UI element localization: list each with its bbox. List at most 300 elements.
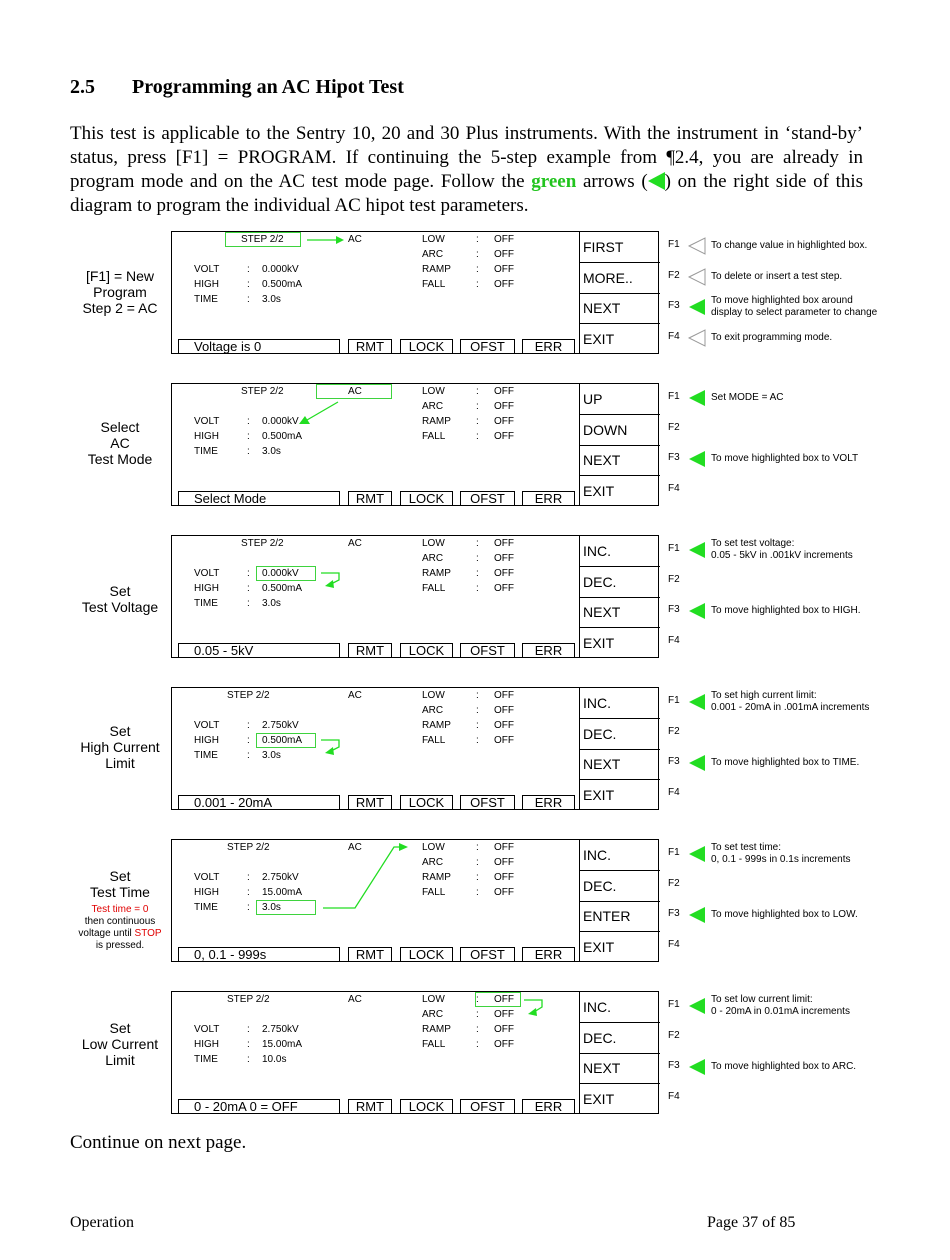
lock-indicator: LOCK xyxy=(400,643,453,657)
function-key-row-f4 xyxy=(668,323,950,353)
softkey-panel xyxy=(579,992,659,1113)
softkey-exit-button[interactable]: EXIT xyxy=(583,330,615,347)
time-value: 3.0s xyxy=(262,294,281,305)
fall-value: OFF xyxy=(494,887,514,898)
rmt-indicator: RMT xyxy=(348,643,392,657)
colon: : xyxy=(247,416,250,427)
status-message: Select Mode xyxy=(178,491,340,505)
ramp-label: RAMP xyxy=(422,568,451,579)
section-title: Programming an AC Hipot Test xyxy=(132,76,404,98)
colon: : xyxy=(476,416,479,427)
ramp-value: OFF xyxy=(494,872,514,883)
volt-label: VOLT xyxy=(194,416,220,427)
low-label: LOW xyxy=(422,994,445,1005)
function-key-row-f1 xyxy=(668,839,950,869)
arc-label: ARC xyxy=(422,705,444,716)
ramp-label: RAMP xyxy=(422,264,451,275)
function-key-description xyxy=(711,392,784,404)
description-line: To set high current limit: xyxy=(711,690,817,701)
lock-indicator: LOCK xyxy=(400,491,453,505)
f3-key-label: F3 xyxy=(668,1060,680,1071)
f4-key-label: F4 xyxy=(668,938,680,950)
time-label: TIME xyxy=(194,902,218,913)
f1-key-label: F1 xyxy=(668,391,680,402)
f3-key-label: F3 xyxy=(668,300,680,311)
status-bar xyxy=(178,947,578,961)
time-value: 3.0s xyxy=(262,902,281,913)
colon: : xyxy=(476,553,479,564)
colon: : xyxy=(247,598,250,609)
colon: : xyxy=(476,538,479,549)
high-label: HIGH xyxy=(194,1039,219,1050)
ramp-label: RAMP xyxy=(422,872,451,883)
intro-paragraph xyxy=(70,122,863,218)
lcd-display xyxy=(171,383,659,506)
green-arrow-icon xyxy=(648,172,665,190)
fall-value: OFF xyxy=(494,431,514,442)
colon: : xyxy=(476,1024,479,1035)
function-key-description xyxy=(711,994,850,1018)
section-heading xyxy=(70,76,404,99)
caption-line: [F1] = New xyxy=(85,268,155,284)
softkey-inc-button[interactable]: INC. xyxy=(580,992,660,1023)
fall-value: OFF xyxy=(494,279,514,290)
arc-label: ARC xyxy=(422,857,444,868)
status-bar xyxy=(178,1099,578,1113)
step-caption xyxy=(66,268,174,316)
rmt-indicator: RMT xyxy=(348,947,392,961)
intro-green-word: green xyxy=(531,171,577,192)
lock-indicator: LOCK xyxy=(400,795,453,809)
softkey-panel xyxy=(579,840,659,961)
high-label: HIGH xyxy=(194,431,219,442)
rmt-indicator: RMT xyxy=(348,795,392,809)
function-key-row-f1 xyxy=(668,991,950,1021)
function-key-guide xyxy=(668,535,950,658)
low-label: LOW xyxy=(422,842,445,853)
ofst-indicator: OFST xyxy=(460,643,515,657)
softkey-next-button[interactable]: NEXT xyxy=(580,597,660,628)
section-number: 2.5 xyxy=(70,76,95,98)
description-line: 0 - 20mA in 0.01mA increments xyxy=(711,1006,850,1017)
softkey-first-button[interactable]: FIRST xyxy=(580,232,660,263)
low-label: LOW xyxy=(422,234,445,245)
softkey-more-button[interactable]: MORE.. xyxy=(580,263,660,294)
function-key-description xyxy=(711,240,867,252)
function-key-row-f3 xyxy=(668,444,950,474)
fall-label: FALL xyxy=(422,583,446,594)
caption-line: Test Mode xyxy=(87,451,153,467)
softkey-exit-button[interactable]: EXIT xyxy=(583,1090,615,1107)
ramp-value: OFF xyxy=(494,264,514,275)
test-mode-value: AC xyxy=(348,842,362,853)
description-line: To set test voltage: xyxy=(711,538,795,549)
arc-label: ARC xyxy=(422,1009,444,1020)
f2-key-label: F2 xyxy=(668,1029,680,1041)
fall-label: FALL xyxy=(422,279,446,290)
softkey-up-button[interactable]: UP xyxy=(580,384,660,415)
softkey-dec-button[interactable]: DEC. xyxy=(580,719,660,750)
function-key-description xyxy=(711,332,832,344)
test-mode-value: AC xyxy=(348,234,362,245)
program-step-2 xyxy=(0,383,950,513)
high-value: 15.00mA xyxy=(262,1039,303,1050)
volt-value: 0.000kV xyxy=(262,568,299,579)
f1-key-label: F1 xyxy=(668,695,680,706)
softkey-inc-button[interactable]: INC. xyxy=(580,536,660,567)
softkey-exit-button[interactable]: EXIT xyxy=(583,634,615,651)
softkey-inc-button[interactable]: INC. xyxy=(580,688,660,719)
rmt-indicator: RMT xyxy=(348,1099,392,1113)
note-text: voltage until xyxy=(78,928,135,939)
softkey-panel xyxy=(579,232,659,353)
fall-label: FALL xyxy=(422,1039,446,1050)
time-label: TIME xyxy=(194,750,218,761)
description-line: To move highlighted box to VOLT xyxy=(711,453,859,464)
time-label: TIME xyxy=(194,598,218,609)
function-key-guide xyxy=(668,687,950,810)
fall-label: FALL xyxy=(422,887,446,898)
colon: : xyxy=(476,690,479,701)
step-indicator: STEP 2/2 xyxy=(227,842,270,853)
ofst-indicator: OFST xyxy=(460,339,515,353)
time-value: 3.0s xyxy=(262,750,281,761)
f2-key-label: F2 xyxy=(668,573,680,585)
volt-value: 2.750kV xyxy=(262,1024,299,1035)
colon: : xyxy=(247,735,250,746)
caption-line: Program xyxy=(93,284,147,300)
err-indicator: ERR xyxy=(522,795,575,809)
description-line: To move highlighted box to TIME. xyxy=(711,757,860,768)
err-indicator: ERR xyxy=(522,643,575,657)
caption-line: Limit xyxy=(105,1052,135,1068)
arc-value: OFF xyxy=(494,705,514,716)
colon: : xyxy=(247,1024,250,1035)
lock-indicator: LOCK xyxy=(400,1099,453,1113)
fall-label: FALL xyxy=(422,431,446,442)
softkey-panel xyxy=(579,384,659,505)
status-message: 0 - 20mA 0 = OFF xyxy=(178,1099,340,1113)
function-key-description xyxy=(711,538,853,562)
function-key-description xyxy=(711,690,869,714)
ramp-label: RAMP xyxy=(422,720,451,731)
intro-text-2: arrows ( xyxy=(576,171,648,192)
colon: : xyxy=(476,264,479,275)
step-caption xyxy=(66,868,174,952)
colon: : xyxy=(247,446,250,457)
test-mode-value: AC xyxy=(348,690,362,701)
lock-indicator: LOCK xyxy=(400,339,453,353)
status-message: 0.001 - 20mA xyxy=(178,795,340,809)
volt-label: VOLT xyxy=(194,872,220,883)
err-indicator: ERR xyxy=(522,1099,575,1113)
softkey-next-button[interactable]: NEXT xyxy=(580,293,660,324)
low-label: LOW xyxy=(422,386,445,397)
green-arrow-icon xyxy=(688,693,706,711)
f3-key-label: F3 xyxy=(668,604,680,615)
colon: : xyxy=(476,583,479,594)
f2-key-label: F2 xyxy=(668,877,680,889)
err-indicator: ERR xyxy=(522,491,575,505)
note-text: then continuous xyxy=(84,916,156,927)
softkey-dec-button[interactable]: DEC. xyxy=(580,1023,660,1054)
function-key-description xyxy=(711,909,858,921)
colon: : xyxy=(247,1039,250,1050)
description-line: To set test time: xyxy=(711,842,782,853)
f2-key-label: F2 xyxy=(668,421,680,433)
step-caption xyxy=(66,583,174,615)
colon: : xyxy=(476,994,479,1005)
ramp-value: OFF xyxy=(494,720,514,731)
function-key-guide xyxy=(668,839,950,962)
description-line: To move highlighted box to HIGH. xyxy=(711,605,861,616)
high-label: HIGH xyxy=(194,735,219,746)
colon: : xyxy=(247,583,250,594)
caption-line: High Current xyxy=(80,739,160,755)
colon: : xyxy=(476,568,479,579)
colon: : xyxy=(247,1054,250,1065)
lock-indicator: LOCK xyxy=(400,947,453,961)
low-label: LOW xyxy=(422,690,445,701)
intro-text-3: ) on the right side of this diagram to program the individual AC hipot test parameters. xyxy=(70,171,864,216)
volt-value: 0.000kV xyxy=(262,416,299,427)
f1-key-label: F1 xyxy=(668,239,680,250)
function-key-description xyxy=(711,271,842,283)
lcd-display xyxy=(171,231,659,354)
note-stop-key: STOP xyxy=(134,928,162,939)
f3-key-label: F3 xyxy=(668,452,680,463)
softkey-next-button[interactable]: NEXT xyxy=(580,1053,660,1084)
lcd-display xyxy=(171,991,659,1114)
colon: : xyxy=(476,401,479,412)
ramp-value: OFF xyxy=(494,568,514,579)
volt-label: VOLT xyxy=(194,264,220,275)
function-key-description xyxy=(711,453,858,465)
colon: : xyxy=(476,279,479,290)
function-key-row-f3 xyxy=(668,748,950,778)
err-indicator: ERR xyxy=(522,339,575,353)
softkey-down-button[interactable]: DOWN xyxy=(580,415,660,446)
arc-value: OFF xyxy=(494,1009,514,1020)
colon: : xyxy=(476,1039,479,1050)
f1-key-label: F1 xyxy=(668,543,680,554)
softkey-panel xyxy=(579,688,659,809)
ofst-indicator: OFST xyxy=(460,1099,515,1113)
function-key-description xyxy=(711,1061,856,1073)
green-arrow-icon xyxy=(688,1058,706,1076)
caption-line: Limit xyxy=(105,755,135,771)
function-key-guide xyxy=(668,383,950,506)
function-key-row-f4 xyxy=(668,475,950,505)
function-key-row-f4 xyxy=(668,931,950,961)
high-value: 0.500mA xyxy=(262,279,303,290)
volt-label: VOLT xyxy=(194,1024,220,1035)
colon: : xyxy=(476,249,479,260)
status-message: 0, 0.1 - 999s xyxy=(178,947,340,961)
low-value: OFF xyxy=(494,842,514,853)
function-key-row-f2 xyxy=(668,718,950,748)
function-key-row-f1 xyxy=(668,231,950,261)
program-step-4 xyxy=(0,687,950,817)
caption-line: AC xyxy=(110,435,130,451)
rmt-indicator: RMT xyxy=(348,491,392,505)
fall-value: OFF xyxy=(494,583,514,594)
volt-value: 0.000kV xyxy=(262,264,299,275)
arc-value: OFF xyxy=(494,553,514,564)
softkey-inc-button[interactable]: INC. xyxy=(580,840,660,871)
description-line: To change value in highlighted box. xyxy=(711,240,868,251)
arc-label: ARC xyxy=(422,401,444,412)
softkey-dec-button[interactable]: DEC. xyxy=(580,871,660,902)
colon: : xyxy=(476,705,479,716)
ramp-label: RAMP xyxy=(422,416,451,427)
green-arrow-icon xyxy=(688,602,706,620)
f3-key-label: F3 xyxy=(668,756,680,767)
rmt-indicator: RMT xyxy=(348,339,392,353)
low-value: OFF xyxy=(494,234,514,245)
colon: : xyxy=(247,902,250,913)
continue-text: Continue on next page. xyxy=(70,1132,247,1153)
description-line: To set low current limit: xyxy=(711,994,813,1005)
footer-page-number: Page 37 of 85 xyxy=(707,1214,796,1231)
program-step-3 xyxy=(0,535,950,665)
fall-value: OFF xyxy=(494,1039,514,1050)
softkey-exit-button[interactable]: EXIT xyxy=(583,938,615,955)
colon: : xyxy=(476,431,479,442)
green-arrow-icon xyxy=(688,450,706,468)
function-key-description xyxy=(711,295,877,319)
status-bar xyxy=(178,795,578,809)
green-arrow-icon xyxy=(688,541,706,559)
colon: : xyxy=(476,386,479,397)
high-label: HIGH xyxy=(194,279,219,290)
colon: : xyxy=(247,720,250,731)
function-key-row-f2 xyxy=(668,870,950,900)
program-step-1 xyxy=(0,231,950,361)
test-mode-value: AC xyxy=(348,994,362,1005)
test-time-note xyxy=(66,904,174,952)
colon: : xyxy=(247,872,250,883)
step-caption xyxy=(66,419,174,467)
program-step-5 xyxy=(0,839,950,969)
low-value: OFF xyxy=(494,994,514,1005)
arc-value: OFF xyxy=(494,249,514,260)
softkey-next-button[interactable]: NEXT xyxy=(580,749,660,780)
lcd-display xyxy=(171,535,659,658)
program-step-6 xyxy=(0,991,950,1121)
arc-label: ARC xyxy=(422,249,444,260)
colon: : xyxy=(476,857,479,868)
f4-key-label: F4 xyxy=(668,330,680,342)
green-arrow-icon xyxy=(688,906,706,924)
ofst-indicator: OFST xyxy=(460,795,515,809)
function-key-row-f2 xyxy=(668,262,950,292)
f1-key-label: F1 xyxy=(668,847,680,858)
description-line: display to select parameter to change xyxy=(711,307,878,318)
caption-line: Set xyxy=(109,868,131,884)
step-caption xyxy=(66,723,174,771)
high-value: 15.00mA xyxy=(262,887,303,898)
fall-label: FALL xyxy=(422,735,446,746)
step-indicator: STEP 2/2 xyxy=(227,994,270,1005)
time-label: TIME xyxy=(194,294,218,305)
description-line: To move highlighted box around xyxy=(711,295,853,306)
softkey-exit-button[interactable]: EXIT xyxy=(583,786,615,803)
colon: : xyxy=(247,279,250,290)
function-key-row-f2 xyxy=(668,566,950,596)
step-indicator: STEP 2/2 xyxy=(241,234,284,245)
function-key-row-f3 xyxy=(668,596,950,626)
colon: : xyxy=(476,872,479,883)
step-caption xyxy=(66,1020,174,1068)
softkey-enter-button[interactable]: ENTER xyxy=(580,901,660,932)
description-line: To move highlighted box to LOW. xyxy=(711,909,858,920)
colon: : xyxy=(247,294,250,305)
green-arrow-icon xyxy=(688,845,706,863)
high-value: 0.500mA xyxy=(262,583,303,594)
function-key-row-f3 xyxy=(668,1052,950,1082)
colon: : xyxy=(247,431,250,442)
ofst-indicator: OFST xyxy=(460,947,515,961)
step-indicator: STEP 2/2 xyxy=(241,538,284,549)
function-key-row-f3 xyxy=(668,292,950,322)
high-value: 0.500mA xyxy=(262,431,303,442)
function-key-description xyxy=(711,757,859,769)
high-value: 0.500mA xyxy=(262,735,303,746)
time-value: 3.0s xyxy=(262,598,281,609)
test-mode-value: AC xyxy=(348,386,362,397)
outline-arrow-icon xyxy=(688,268,706,286)
green-arrow-icon xyxy=(688,997,706,1015)
softkey-panel xyxy=(579,536,659,657)
function-key-row-f1 xyxy=(668,687,950,717)
f2-key-label: F2 xyxy=(668,725,680,737)
colon: : xyxy=(247,887,250,898)
description-line: 0, 0.1 - 999s in 0.1s increments xyxy=(711,854,851,865)
colon: : xyxy=(247,750,250,761)
softkey-next-button[interactable]: NEXT xyxy=(580,445,660,476)
colon: : xyxy=(476,234,479,245)
function-key-row-f1 xyxy=(668,383,950,413)
function-key-row-f2 xyxy=(668,1022,950,1052)
softkey-exit-button[interactable]: EXIT xyxy=(583,482,615,499)
time-label: TIME xyxy=(194,446,218,457)
softkey-dec-button[interactable]: DEC. xyxy=(580,567,660,598)
green-arrow-icon xyxy=(688,298,706,316)
lcd-display xyxy=(171,839,659,962)
time-value: 10.0s xyxy=(262,1054,287,1065)
colon: : xyxy=(247,264,250,275)
function-key-description xyxy=(711,605,861,617)
low-value: OFF xyxy=(494,538,514,549)
ramp-value: OFF xyxy=(494,416,514,427)
caption-line: Step 2 = AC xyxy=(82,300,158,316)
caption-line: Test Voltage xyxy=(81,599,159,615)
description-line: To exit programming mode. xyxy=(711,331,833,343)
description-line: 0.05 - 5kV in .001kV increments xyxy=(711,550,853,561)
ramp-label: RAMP xyxy=(422,1024,451,1035)
green-arrow-icon xyxy=(688,389,706,407)
status-bar xyxy=(178,339,578,353)
high-label: HIGH xyxy=(194,583,219,594)
step-indicator: STEP 2/2 xyxy=(241,386,284,397)
function-key-row-f2 xyxy=(668,414,950,444)
description-line: 0.001 - 20mA in .001mA increments xyxy=(711,702,870,713)
f4-key-label: F4 xyxy=(668,482,680,494)
footer-section: Operation xyxy=(70,1214,134,1231)
function-key-guide xyxy=(668,991,950,1114)
status-bar xyxy=(178,491,578,505)
